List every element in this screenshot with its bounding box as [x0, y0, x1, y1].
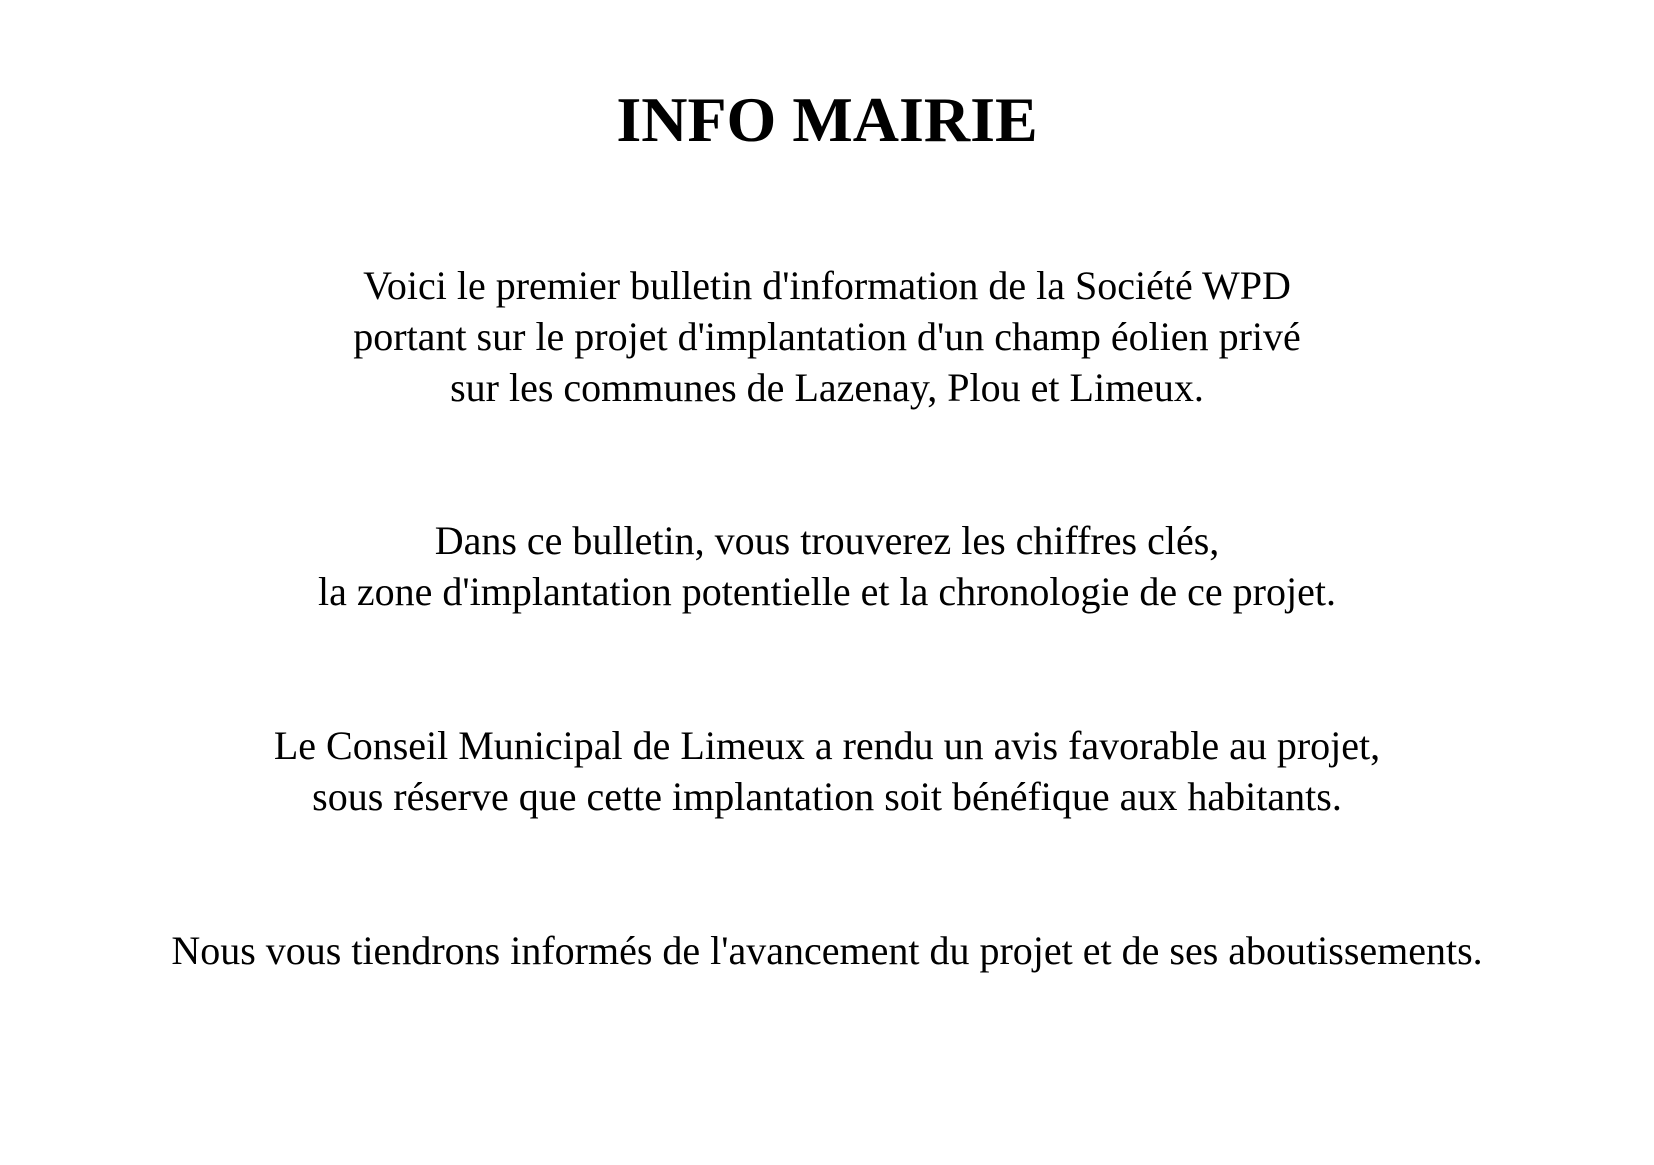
- paragraph-contents: [0, 515, 1654, 617]
- paragraph-line: Voici le premier bulletin d'information de la Société WPD: [363, 263, 1291, 308]
- paragraph-closing: [0, 925, 1654, 976]
- paragraph-line: la zone d'implantation potentielle et la chronologie de ce projet.: [318, 569, 1336, 614]
- paragraph-council-opinion: [0, 720, 1654, 822]
- paragraph-line: Le Conseil Municipal de Limeux a rendu un avis favorable au projet,: [273, 723, 1381, 768]
- page-title: INFO MAIRIE: [616, 84, 1038, 155]
- paragraph-line: Dans ce bulletin, vous trouverez les chiffres clés,: [434, 518, 1220, 563]
- paragraph-line: portant sur le projet d'implantation d'un champ éolien privé: [353, 314, 1301, 359]
- paragraph-line: sous réserve que cette implantation soit bénéfique aux habitants.: [312, 774, 1342, 819]
- paragraph-line: sur les communes de Lazenay, Plou et Limeux.: [450, 365, 1204, 410]
- paragraph-intro: [0, 260, 1654, 413]
- paragraph-line: Nous vous tiendrons informés de l'avancement du projet et de ses aboutissements.: [171, 928, 1483, 973]
